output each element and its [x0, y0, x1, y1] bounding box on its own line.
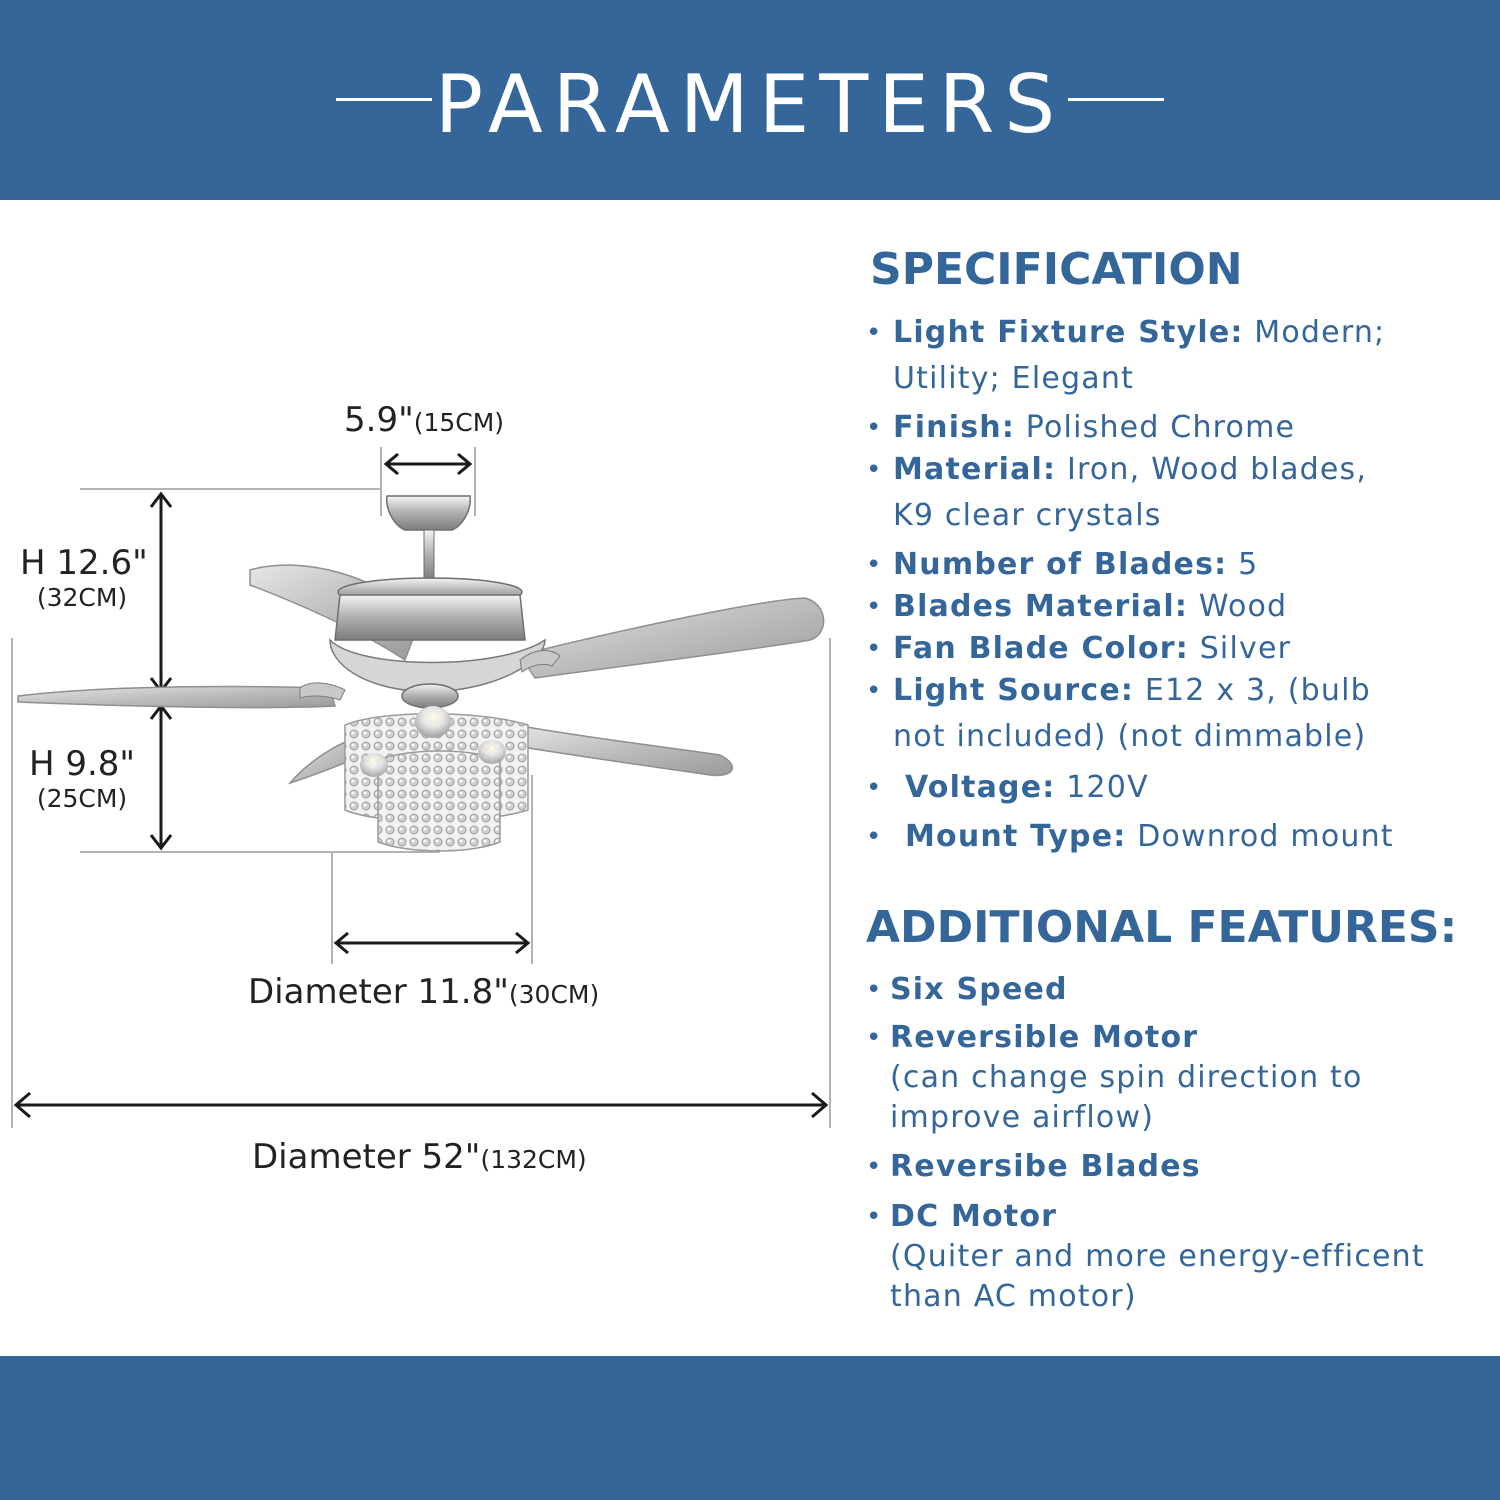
header-band — [0, 0, 1500, 200]
spec-item: • Number of Blades: 5 — [866, 542, 1500, 588]
bullet-icon: • — [866, 634, 883, 664]
footer-band — [0, 1356, 1500, 1500]
canopy — [387, 496, 471, 580]
bullet-icon: • — [866, 592, 883, 622]
feature-item: • Reversible Motor (can change spin direction to improve airflow) — [866, 1020, 1363, 1135]
bullet-icon: • — [866, 1023, 883, 1053]
bullet-icon: • — [866, 975, 883, 1005]
bullet-icon: • — [866, 822, 883, 852]
bullet-icon: • — [866, 773, 883, 803]
title-right-rule — [1068, 98, 1164, 101]
spec-item: • Material: Iron, Wood blades, K9 clear crystals — [866, 447, 1500, 539]
bullet-icon: • — [866, 318, 883, 348]
bullet-icon: • — [866, 676, 883, 706]
specification-heading: SPECIFICATION — [870, 244, 1243, 295]
spec-item: • Light Source: E12 x 3, (bulb not included) (not dimmable) — [866, 668, 1500, 760]
bullet-icon: • — [866, 550, 883, 580]
bullet-icon: • — [866, 1152, 883, 1182]
bullet-icon: • — [866, 455, 883, 485]
crystal-light-kit — [345, 706, 528, 851]
spec-item: • Fan Blade Color: Silver — [866, 626, 1500, 672]
bullet-icon: • — [866, 1202, 883, 1232]
spec-item: • Light Fixture Style: Modern; Utility; Elegant — [866, 310, 1500, 402]
spec-item: • Voltage: 120V — [866, 765, 1500, 811]
light-diameter-label: Diameter 11.8"(30CM) — [248, 972, 600, 1012]
spec-item: • Blades Material: Wood — [866, 584, 1500, 630]
fan-diameter-label: Diameter 52"(132CM) — [252, 1137, 587, 1177]
motor-housing — [300, 578, 560, 708]
spec-item: • Mount Type: Downrod mount — [866, 814, 1500, 860]
spec-item: • Finish: Polished Chrome — [866, 405, 1500, 451]
feature-item: • DC Motor (Quiter and more energy-efficent than AC motor) — [866, 1199, 1425, 1314]
lower-height-label: H 9.8" (25CM) — [28, 744, 136, 813]
fan-dimension-diagram — [0, 200, 850, 1356]
additional-features-heading: ADDITIONAL FEATURES: — [866, 902, 1458, 953]
upper-height-label: H 12.6" (32CM) — [20, 543, 148, 612]
page-title: PARAMETERS — [434, 58, 1066, 151]
feature-item: • Six Speed — [866, 970, 1500, 1010]
feature-item: • Reversibe Blades — [866, 1147, 1500, 1187]
top-width-label: 5.9"(15CM) — [344, 400, 505, 440]
bullet-icon: • — [866, 413, 883, 443]
